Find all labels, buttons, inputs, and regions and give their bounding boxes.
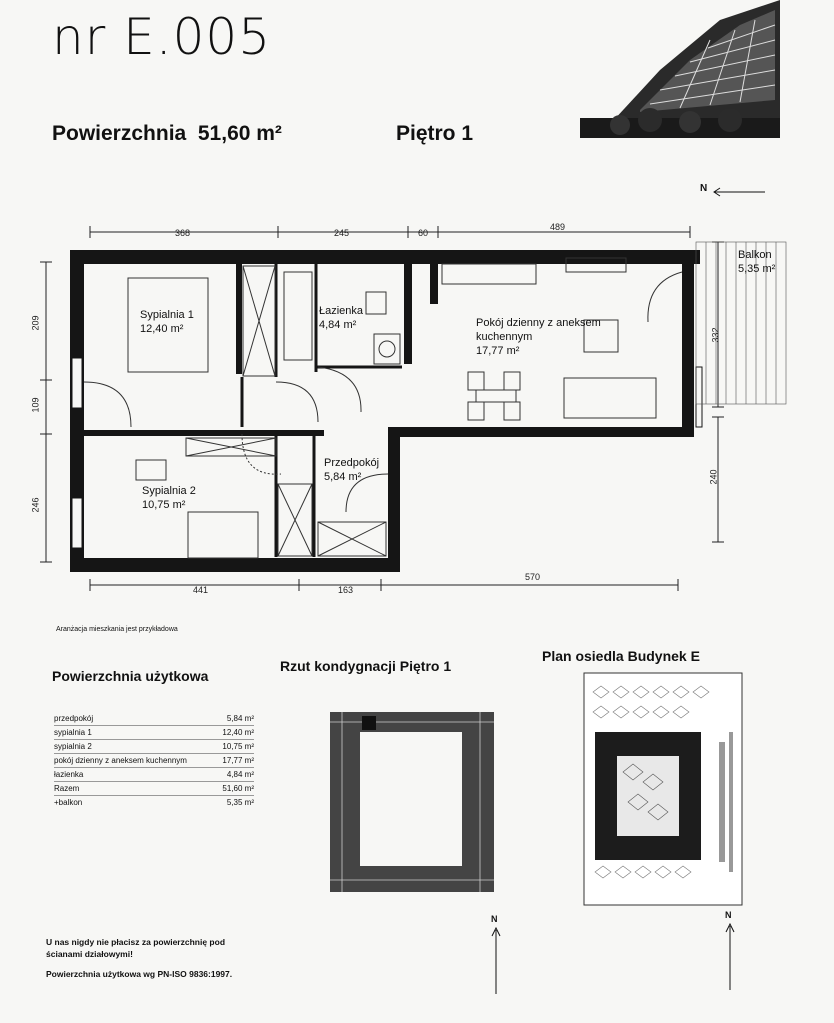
total-label: Razem (54, 782, 194, 796)
room-area: 10,75 m² (142, 499, 186, 511)
row-name: przedpokój (54, 712, 194, 726)
north-arrow-icon (490, 926, 502, 996)
table-row-total (54, 782, 254, 796)
area-value: 51,60 m² (197, 122, 282, 145)
compass-north-label: N (700, 183, 708, 194)
room-bedroom2 (142, 484, 196, 512)
room-area: 12,40 m² (140, 323, 184, 335)
table-row (54, 740, 254, 754)
room-bathroom (319, 304, 363, 332)
site-plan-north-label: N (725, 910, 732, 920)
row-value: 17,77 m² (194, 754, 254, 768)
dim-top-3: 60 (418, 228, 429, 238)
north-arrow-icon (724, 922, 736, 992)
balcony-label: +balkon (54, 798, 83, 807)
row-name: pokój dzienny z aneksem kuchennym (54, 754, 194, 768)
table-row (54, 768, 254, 782)
table-row (54, 754, 254, 768)
site-plan-section-title: Plan osiedla Budynek E (542, 648, 700, 664)
dim-top-2: 245 (334, 228, 350, 238)
building-photo (580, 0, 780, 142)
apartment-floor-plan (36, 212, 806, 602)
table-row (54, 726, 254, 740)
usable-area-table (54, 712, 254, 809)
room-bedroom1 (140, 308, 194, 336)
row-value: 5,84 m² (194, 712, 254, 726)
table-row-balcony (54, 796, 254, 810)
room-name: Balkon (738, 249, 772, 261)
area-label: Powierzchnia (52, 122, 187, 145)
usable-area-title: Powierzchnia użytkowa (52, 668, 209, 684)
table-row (54, 712, 254, 726)
dim-bottom-1: 441 (193, 585, 209, 595)
dim-top-1: 368 (175, 228, 191, 238)
floor-plan-section-title: Rzut kondygnacji Piętro 1 (280, 658, 452, 674)
row-name: sypialnia 2 (54, 740, 194, 754)
dim-top-4: 489 (550, 222, 566, 232)
dim-left-1: 209 (30, 315, 41, 331)
row-value: 4,84 m² (194, 768, 254, 782)
room-area: 17,77 m² (476, 345, 520, 357)
room-area: 4,84 m² (319, 319, 357, 331)
balcony-value: 5,35 m² (226, 798, 254, 807)
row-name: sypialnia 1 (54, 726, 194, 740)
room-area: 5,35 m² (738, 263, 776, 275)
floor-layout-map (328, 710, 496, 894)
room-name: Pokój dzienny z aneksem kuchennym (476, 317, 601, 343)
dim-left-2: 109 (30, 397, 41, 413)
dim-bottom-2: 163 (338, 585, 354, 595)
dim-left-3: 246 (30, 497, 41, 513)
floor-label: Piętro 1 (396, 122, 474, 145)
room-hall (324, 456, 379, 484)
room-area: 5,84 m² (324, 471, 362, 483)
dim-right-2: 240 (708, 469, 719, 485)
unit-number: nr E.005 (52, 8, 272, 66)
standard-note: Powierzchnia użytkowa wg PN-ISO 9836:1997. (46, 969, 233, 979)
room-name: Łazienka (319, 305, 364, 317)
area-summary (52, 122, 282, 146)
dim-right-1: 332 (710, 327, 721, 343)
room-balcony (738, 248, 775, 276)
row-name: łazienka (54, 768, 194, 782)
room-name: Sypialnia 2 (142, 485, 196, 497)
north-arrow-icon (712, 186, 767, 198)
floor-plan-north-label: N (491, 914, 498, 924)
total-value: 51,60 m² (194, 782, 254, 796)
room-name: Sypialnia 1 (140, 309, 194, 321)
dim-bottom-3: 570 (525, 572, 541, 582)
partition-walls-note: U nas nigdy nie płacisz za powierzchnię pod ścianami działowymi! (46, 937, 226, 959)
arrangement-note: Aranżacja mieszkania jest przykładowa (56, 626, 178, 633)
room-living (476, 316, 626, 358)
row-value: 10,75 m² (194, 740, 254, 754)
row-value: 12,40 m² (194, 726, 254, 740)
site-plan-map (583, 672, 743, 906)
room-name: Przedpokój (324, 457, 380, 469)
